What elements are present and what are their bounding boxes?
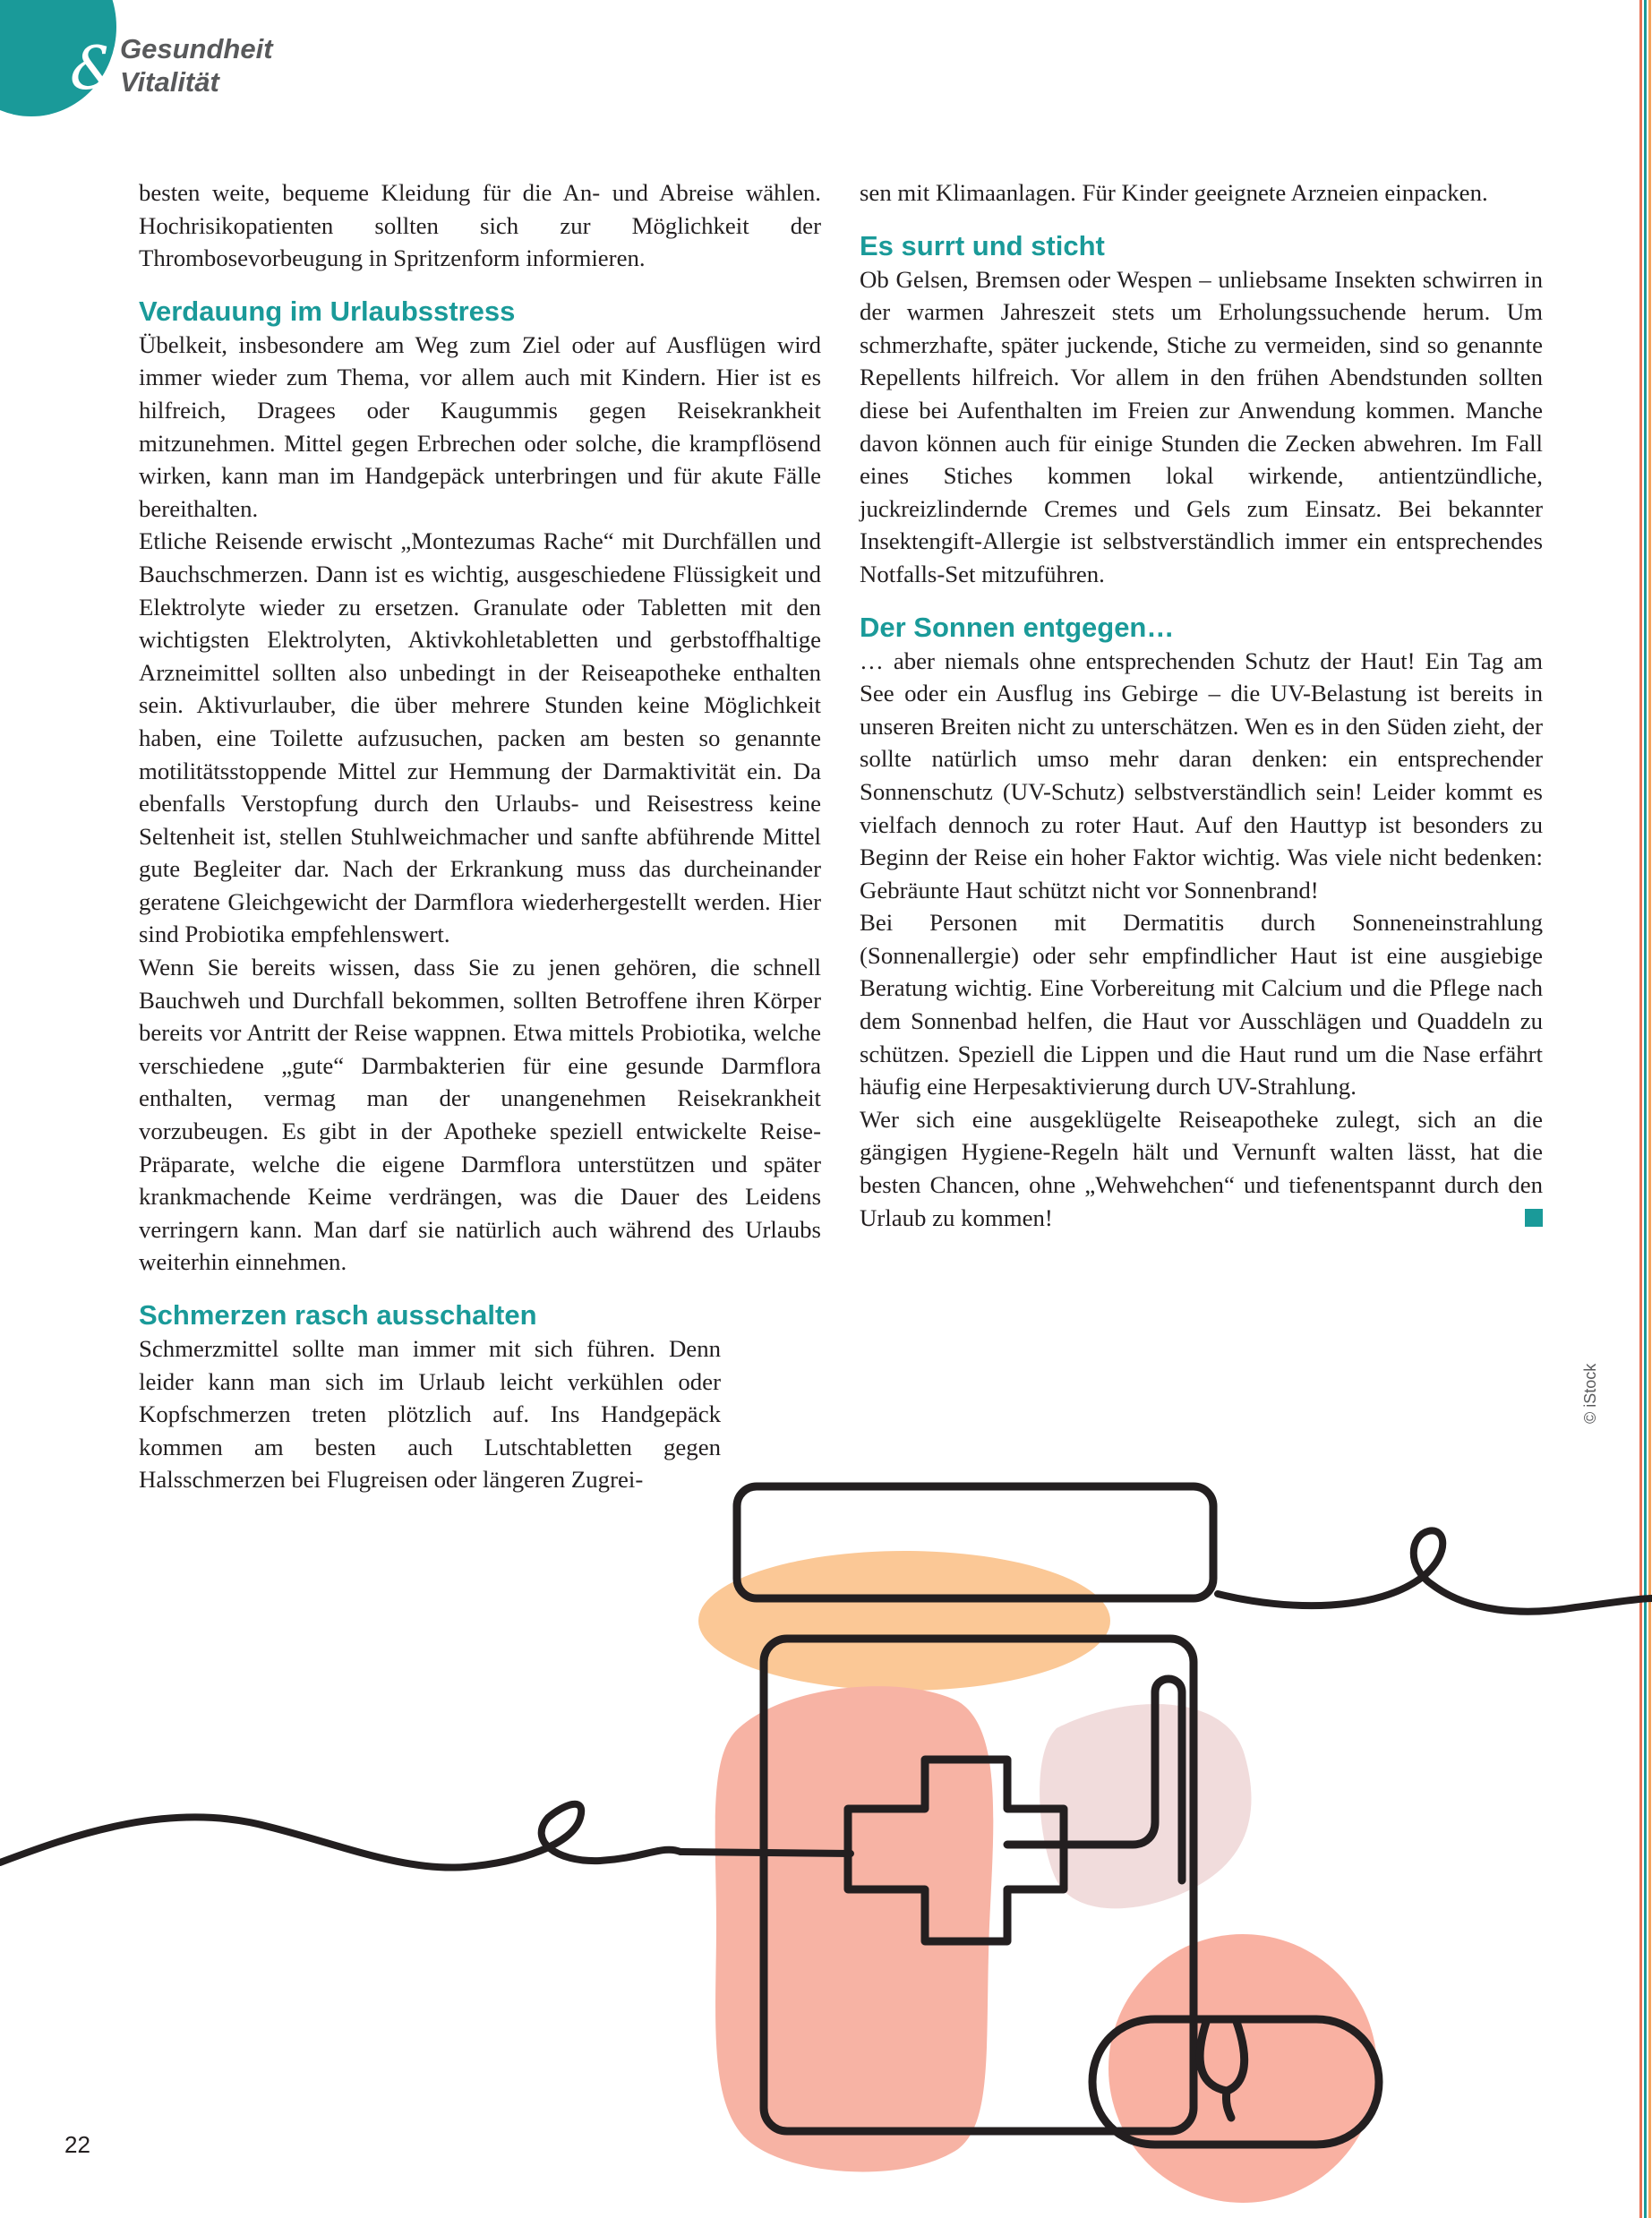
paragraph-pain: Schmerzmittel sollte man immer mit sich führen. Denn leider kann man sich im Urlaub leicht verkühlen oder Kopfschmerzen treten plötzlich auf. Ins Handgepäck kommen am besten auch Lutschtabletten gegen Halsschmerzen bei Flugreisen oder längeren Zugrei- (139, 1335, 721, 1494)
page-number: 22 (64, 2131, 90, 2158)
heading-sun: Der Sonnen entgegen… (860, 611, 1175, 643)
thread-line-right (1218, 1530, 1652, 1611)
section-title-line1: Gesundheit (120, 33, 273, 64)
left-column (139, 176, 821, 1496)
paragraph-digestion-2: Etliche Reisende erwischt „Montezumas Rache“ mit Durchfällen und Bauchschmerzen. Dann ist es wichtig, ausgeschiedene Flüssigkeit und Elektrolyte wieder zu ersetzen. Granulate oder Tabletten mit den wichtigsten Elektrolyten, Aktivkohletabletten und gerbstoffhaltige Arzneimittel sollten also unbedingt in der Reiseapotheke enthalten sein. Aktivurlauber, die über mehrere Stunden keine Möglichkeit haben, eine Toilette aufzusuchen, packen am besten so genannte motilitätsstoppende Mittel zur Hemmung der Darmaktivität ein. Da ebenfalls Verstopfung durch den Urlaubs- und Reisestress keine Seltenheit ist, stellen Stuhlweichmacher und sanfte abführende Mittel gute Begleiter dar. Nach der Erkrankung muss das durcheinander geratene Gleichgewicht der Darmflora wiederhergestellt werden. Hier sind Probiotika empfehlenswert. (139, 527, 821, 948)
paragraph-sun-3 (860, 1103, 1543, 1234)
end-of-article-mark (1525, 1209, 1543, 1227)
intro-paragraph-right: sen mit Klimaanlagen. Für Kinder geeignete Arzneien einpacken. (860, 179, 1488, 206)
blob-pink (1040, 1704, 1251, 1908)
heading-insects: Es surrt und sticht (860, 229, 1105, 261)
intro-paragraph-left: besten weite, bequeme Kleidung für die An- und Abreise wählen. Hochrisikopatienten sollten sich zur Möglichkeit der Thrombosevorbeugung in Spritzenform informieren. (139, 179, 821, 272)
paragraph-insects: Ob Gelsen, Bremsen oder Wespen – unliebsame Insekten schwirren in der warmen Jahreszeit stets um Erholungssuchende herum. Um schmerzhafte, später juckende, Stiche zu vermeiden, sind so genannte Repellents hilfreich. Vor allem in den frühen Abendstunden sollten diese bei Aufenthalten im Freien zur Anwendung kommen. Manche davon können auch für einige Stunden die Zecken abwehren. Im Fall eines Stiches kommen lokal wirkende, antientzündliche, juckreizlindernde Cremes und Gels zum Einsatz. Bei bekannter Insektengift-Allergie ist selbstverständlich immer ein entsprechendes Notfalls-Set mitzuführen. (860, 265, 1543, 587)
paragraph-sun-3-text: Wer sich eine ausgeklügelte Reiseapotheke zulegt, sich an die gängigen Hygiene-Regeln hält und Vernunft walten lässt, hat die besten Chancen, ohne „Wehwehchen“ und tiefenentspannt durch den Urlaub zu kommen! (860, 1105, 1543, 1231)
paragraph-digestion-1: Übelkeit, insbesondere am Weg zum Ziel oder auf Ausflügen wird immer wieder zum Thema, vor allem auch mit Kindern. Hier ist es hilfreich, Dragees oder Kaugummis gegen Reisekrankheit mitzunehmen. Mittel gegen Erbrechen oder solche, die krampflösend wirken, kann man im Handgepäck unterbringen und für akute Fälle bereithalten. (139, 330, 821, 522)
paragraph-sun-1: … aber niemals ohne entsprechenden Schutz der Haut! Ein Tag am See oder ein Ausflug ins Gebirge – die UV-Belastung ist bereits in unseren Breiten nicht zu unterschätzen. Wen es in den Süden zieht, der sollte natürlich umso mehr daran denken: ein entsprechender Sonnenschutz (UV-Schutz) selbstverständlich sein! Leider kommt es vielfach dennoch zu roter Haut. Auf den Hauttyp ist besonders zu Beginn der Reise ein hoher Faktor wichtig. Was viele nicht bedenken: Gebräunte Haut schützt nicht vor Sonnenbrand! (860, 647, 1543, 903)
section-title (120, 32, 273, 98)
section-title-line2: Vitalität (120, 66, 219, 98)
photo-credit: © iStock (1581, 1363, 1599, 1424)
right-column (860, 176, 1543, 1234)
paragraph-digestion-3: Wenn Sie bereits wissen, dass Sie zu jenen gehören, die schnell Bauchweh und Durchfall bekommen, sollten Betroffene ihren Körper bereits vor Antritt der Reise wappnen. Etwa mittels Probiotika, welche verschiedene „gute“ Darmbakterien für eine gesunde Darmflora enthalten, vermag man der unangenehmen Reisekrankheit vorzubeugen. Es gibt in der Apotheke speziell entwickelte Reise-Präparate, welche die eigene Darmflora unterstützen und später krankmachende Keime verdrängen, was die Dauer des Leidens verringern kann. Man darf sie natürlich auch während des Urlaubs weiterhin einnehmen. (139, 954, 821, 1276)
paragraph-sun-2: Bei Personen mit Dermatitis durch Sonneneinstrahlung (Sonnenallergie) oder sehr empfindlicher Haut ist eine ausgiebige Beratung wichtig. Eine Vorbereitung mit Calcium und die Pflege nach dem Sonnenbad helfen, die Haut vor Ausschlägen und Quaddeln zu schützen. Speziell die Lippen und die Haut rund um die Nase erfährt häufig eine Herpesaktivierung durch UV-Strahlung. (860, 909, 1543, 1100)
medicine-illustration (0, 1451, 1652, 2218)
heading-digestion: Verdauung im Urlaubsstress (139, 295, 516, 327)
section-ampersand: & (70, 34, 123, 103)
heading-pain: Schmerzen rasch ausschalten (139, 1299, 537, 1331)
